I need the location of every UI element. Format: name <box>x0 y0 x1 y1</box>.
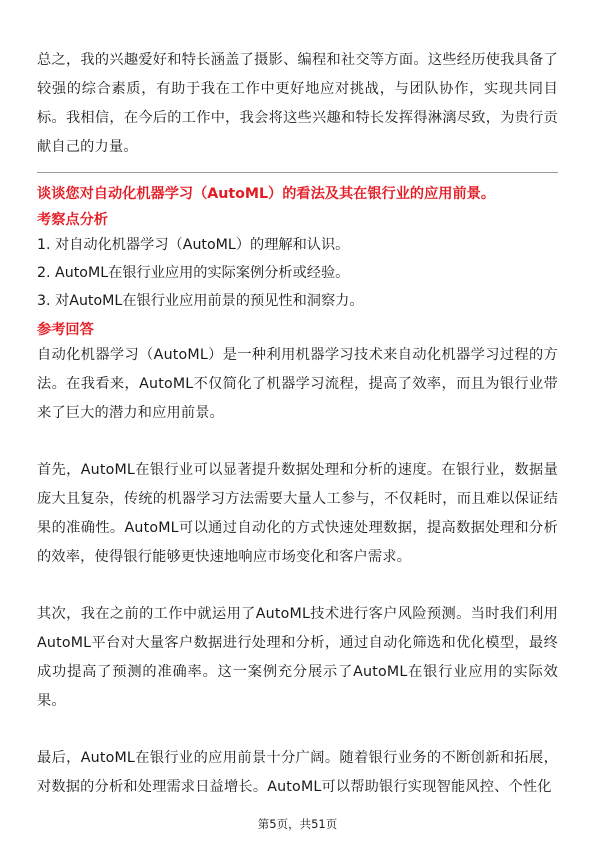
paragraph-gap <box>37 428 558 456</box>
answer-paragraph: 最后，AutoML在银行业的应用前景十分广阔。随着银行业务的不断创新和拓展，对数据的分析和处理需求日益增长。AutoML可以帮助银行实现智能风控、个性化 <box>37 750 558 795</box>
intro-paragraph: 总之，我的兴趣爱好和特长涵盖了摄影、编程和社交等方面。这些经历使我具备了较强的综合素质，有助于我在工作中更好地应对挑战，与团队协作，实现共同目标。我相信，在今后的工作中，我会将这些兴趣和特长发挥得淋漓尽致，为贵行贡献自己的力量。 <box>37 52 558 155</box>
section-divider <box>37 172 558 173</box>
analysis-title: 考察点分析 <box>37 212 108 228</box>
answer-paragraph: 其次，我在之前的工作中就运用了AutoML技术进行客户风险预测。当时我们利用AutoML平台对大量客户数据进行处理和分析，通过自动化筛选和优化模型，最终成功提高了预测的准确率。这一案例充分展示了AutoML在银行业应用的实际效果。 <box>37 606 558 709</box>
paragraph-gap <box>37 716 558 744</box>
paragraph-gap <box>37 572 558 600</box>
answer-paragraph: 首先，AutoML在银行业可以显著提升数据处理和分析的速度。在银行业，数据量庞大且复杂，传统的机器学习方法需要大量人工参与，不仅耗时，而且难以保证结果的准确性。AutoML可以通过自动化的方式快速处理数据，提高数据处理和分析的效率，使得银行能够更快速地响应市场变化和客户需求。 <box>37 462 558 565</box>
question-heading: 谈谈您对自动化机器学习（AutoML）的看法及其在银行业的应用前景。 <box>37 186 496 202</box>
analysis-item: 3. 对AutoML在银行业应用前景的预见性和洞察力。 <box>37 293 364 309</box>
analysis-item: 1. 对自动化机器学习（AutoML）的理解和认识。 <box>37 237 350 253</box>
answer-title: 参考回答 <box>37 322 94 338</box>
document-page <box>37 46 558 802</box>
analysis-item: 2. AutoML在银行业应用的实际案例分析或经验。 <box>37 265 350 281</box>
answer-paragraph: 自动化机器学习（AutoML）是一种利用机器学习技术来自动化机器学习过程的方法。在我看来，AutoML不仅简化了机器学习流程，提高了效率，而且为银行业带来了巨大的潜力和应用前景。 <box>37 347 558 421</box>
page-footer: 第5页，共51页 <box>257 817 338 831</box>
